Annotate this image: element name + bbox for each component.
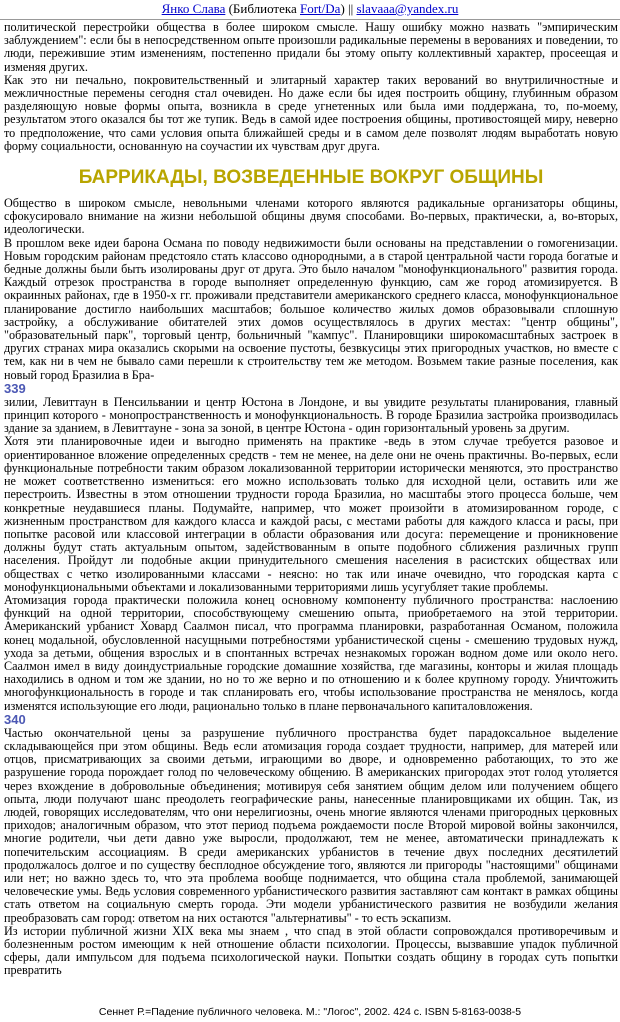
paragraph: Из истории публичной жизни XIX века мы знаем , что спад в этой области сопровождался противоречивым и болезненным ростом имеющим к ней отношение области психологии. Процессы, вызвавшие упадок публичной сферы, дали импульсом для подъема психологической науки. Попытки создать общину в городах суть попытки превратить: [4, 923, 618, 978]
paragraph: Хотя эти планировочные идеи и выгодно применять на практике -ведь в этом случае требуется разовое и ориентированное вложение определенных средств - тем не менее, на деле они не очень практичны. Во-первых, если функциональные потребности таким образом локализованной территории исторически меняются, это пространство не может соответственно измениться: его можно использовать только для исходной цели, оставить или же перестроить. Известны в этом отношении трудности города Бразилиа, но масштабы этого процесса больше, чем конкретные неудавшиеся планы. Подумайте, например, что может произойти в атомизированном городе, с жизненным пространством для каждого класса и каждой расы, с местами работы для каждого класса и расы, при попытке расовой или классовой интеграции в области образования или досуга: перемещение и проникновение должны будут стать актуальным опытом, задействованным в опыте подобного сближения различных групп населения. Пройдут ли подобные акции принудительного смешения населения в расистских обществах или обществах с четко изолированными классами - неясно: но так или иначе очевидно, что городская карта с монофункциональными объектами и локализованными территориями лишь усугубляет такие проблемы.: [4, 434, 618, 594]
page-number-marker: 340: [4, 711, 26, 727]
paragraph: В прошлом веке идеи барона Османа по поводу недвижимости были основаны на представлении о гомогенизации. Новым городским районам предстояло стать классово однородными, а в старой центральной части города богатые и бедные должны были быть изолированы друг от друга. Это было началом "монофункционального" развития города. Каждый отрезок пространства в городе выполняет определенную функцию, сам же город атомизируется. В окраинных районах, где в 1950-х гг. проживали представители американского среднего класса, монофункциональное планирование достигло наибольших масштабов; большое количество жилых домов образовывали сплошную застройку, а обслуживание обитателей этих домов осуществлялось в других местах: "центр общины", "образовательный парк", торговый центр, больничный "кампус". Планировщики широкомасштабных застроек в других странах мира оказались скорыми на освоение пустоты, безвкусицы этих пригородных участков, но вместе с тем, как ни в чем не бывало сами перешли к строительству тем же методом. Возьмем такие разные поселения, как новый город Бразилиа в Бра-: [4, 235, 618, 382]
library-suffix: ) ||: [340, 1, 357, 16]
library-prefix: (Библиотека: [225, 1, 300, 16]
paragraph: Как это ни печально, покровительственный и элитарный характер таких верований во внутриличностные и межличностные перемены сегодня стал очевиден. Но даже если бы идея построить общину, глубинным образом разделяющую новые формы опыта, возникла в среде угнетенных или была ими поддержана, то, по-моему, результатом этого оказался бы тот же тупик. Ведь в самой идее построения общины, противостоящей миру, неверно то предположение, что сами условия опыта ближайшей среды и в самом деле позволят людям выработать новую форму социальности, основанную на соучастии их чувствам друг друга.: [4, 72, 618, 153]
page-header: [0, 0, 620, 18]
paragraph: зилии, Левиттаун в Пенсильвании и центр Юстона в Лондоне, и вы увидите результаты планирования, главный принцип которого - монопространственность и монофункциональность. В городе Бразилиа застройка производилась здание за зданием, в Левиттауне - зона за зоной, в центре Юстона - один горизонтальный уровень за другим.: [4, 394, 618, 436]
document-body: [4, 21, 618, 978]
paragraph: политической перестройки общества в более широком смысле. Нашу ошибку можно назвать "эмпирическим заблуждением": если бы в непосредственном опыте произошли радикальные перемены в верованиях и поведении, то люди, пережившие этим изменениям, постепенно придали бы этому опыту коллективный характер, просеещая и изменяя других.: [4, 20, 618, 74]
email-link[interactable]: slavaaa@yandex.ru: [356, 1, 459, 16]
page-number-marker: 339: [4, 380, 26, 396]
paragraph: Частью окончательной цены за разрушение публичного пространства будет парадоксальное выделение складывающейся при этом общины. Ведь если атомизация города создает трудности, например, для матерей или отцов, присматривающих за своими детьми, играющими во дворе, и одновременно работающих, то это же разрушение города порождает голод по человеческому общению. В американских пригородах этот голод утоляется через вхождение в добровольные объединения; мотивируя себя занятием общим делом или получением общего опыта, люди получают шанс преодолеть географические раны, нанесенные планировщиками их общин. Так, из людей, говорящих исследователям, что они нерелигиозны, очень многие являются членами пригородных церковных приходов; аналогичным образом, что этот период подъема рождаемости после Второй мировой войны закончился, многие родители, чьи дети давно уже выросли, продолжают, тем не менее, автоматически принадлежать к попечительским ассоциациям. В среди американских урбанистов в течение двух последних десятилетий продолжалось долгое и по существу бесплодное обсуждение того, являются ли пригороды "настоящими" общинами или нет; но важно здесь то, что эта проблема вообще поднимается, что община стала проблемой, занимающей человеческие умы. Ведь условия современного урбанистического развития заставляют сам контакт в рамках общины стать ответом на социальную смерть города. Эти модели урбанистического развития не возбудили желания преобразовать сам город: ответом на них остаются "альтернативы" - то есть эскапизм.: [4, 725, 618, 925]
bibliographic-footer: Сеннет Р.=Падение публичного человека. М.: "Логос", 2002. 424 с. ISBN 5-8163-0038-5: [98, 1006, 522, 1018]
author-link[interactable]: Янко Слава: [161, 1, 226, 16]
fort-da-link[interactable]: Fort/Da: [300, 1, 341, 16]
paragraph: Атомизация города практически положила конец основному компоненту публичного пространства: наслоению функций на одной территории, способствующему смешению опыта, приобретаемого на этой территории. Американский урбанист Ховард Саалмон писал, что программа планировки, разработанная Османом, положила конец модальной, обусловленной насущными потребностями урбанистической сцены - смешению трудовых нужд, ухода за детьми, общения взрослых и в спонтанных встречах незнакомых горожан водном доме или около него. Саалмон имел в виду доиндустриальные городские домашние хозяйства, где магазины, конторы и жилая площадь находились в одном и том же здании, но но то же верно и по отношению и к более крупному городу. Уничтожить многофункциональность в городе и так спланировать его, чтобы использование пространства не менялось, когда изменятся использующие его люди, рационально только в плане первоначального капиталовложения.: [4, 592, 618, 713]
paragraph: Общество в широком смысле, невольными членами которого являются радикальные организаторы общины, сфокусировало внимание на жизни небольшой общины двумя способами. Во-первых, практически, а, во-вторых, идеологически.: [4, 196, 618, 237]
section-title: БАРРИКАДЫ, ВОЗВЕДЕННЫЕ ВОКРУГ ОБЩИНЫ: [78, 167, 544, 189]
